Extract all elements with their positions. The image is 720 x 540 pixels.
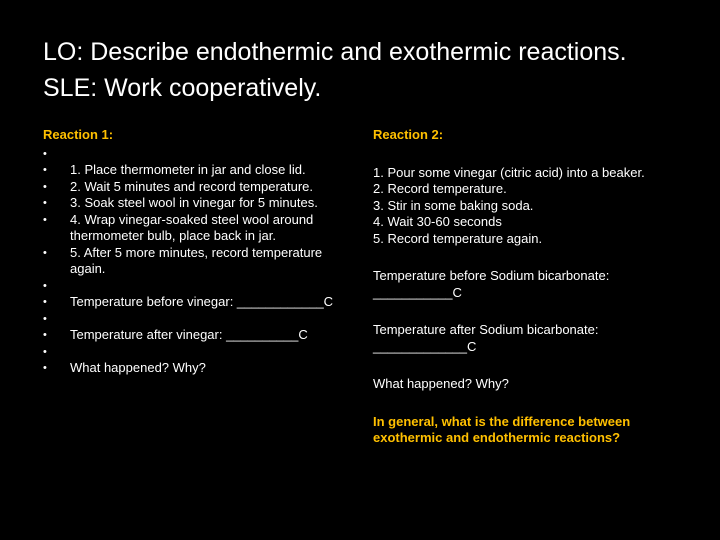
success-criteria: SLE: Work cooperatively. [43, 74, 322, 102]
list-item [43, 327, 348, 344]
step-text: 4. Wrap vinegar-soaked steel wool around thermometer bulb, place back in jar. [70, 211, 314, 243]
slide-title [43, 34, 703, 106]
learning-objective: LO: Describe endothermic and exothermic reactions. [43, 38, 627, 66]
bullet-icon: • [43, 345, 47, 358]
temperature-before-bicarbonate: Temperature before Sodium bicarbonate: ___________C [373, 268, 610, 300]
bullet-icon: • [43, 296, 47, 308]
temperature-before-vinegar: Temperature before vinegar: ____________C [70, 294, 334, 309]
reaction-1-list [43, 146, 348, 377]
list-item [43, 344, 348, 361]
list-item [43, 212, 348, 245]
list-item [43, 146, 348, 163]
reaction-2-heading: Reaction 2: [373, 127, 444, 142]
list-item [43, 245, 348, 278]
step-text: 5. After 5 more minutes, record temperature again. [70, 244, 323, 276]
list-item [43, 311, 348, 328]
bullet-icon: • [43, 312, 47, 325]
step-text: 3. Soak steel wool in vinegar for 5 minutes. [70, 195, 318, 210]
bullet-icon: • [43, 362, 47, 374]
list-item [43, 294, 348, 311]
bullet-icon: • [43, 279, 47, 292]
reaction-1-column [43, 127, 348, 377]
step-text: 5. Record temperature again. [373, 230, 543, 246]
list-item [43, 179, 348, 196]
bullet-icon: • [43, 197, 47, 209]
step-text: 4. Wait 30-60 seconds [373, 214, 502, 229]
bullet-icon: • [43, 164, 47, 176]
step-text: 2. Wait 5 minutes and record temperature. [70, 178, 314, 194]
list-item [43, 162, 348, 179]
step-text: 1. Pour some vinegar (citric acid) into a beaker. [373, 164, 645, 180]
bullet-icon: • [43, 329, 47, 341]
temperature-after-vinegar: Temperature after vinegar: __________C [70, 327, 308, 342]
bullet-icon: • [43, 246, 47, 259]
temperature-after-bicarbonate: Temperature after Sodium bicarbonate: _____________C [373, 322, 599, 354]
reaction-2-steps [373, 165, 663, 248]
step-text: 2. Record temperature. [373, 181, 507, 196]
bullet-icon: • [43, 180, 47, 193]
list-item [43, 278, 348, 295]
reaction-1-heading: Reaction 1: [43, 127, 114, 142]
reaction-2-question: What happened? Why? [373, 376, 509, 391]
list-item [43, 360, 348, 377]
reaction-2-column [373, 127, 663, 447]
step-text: 1. Place thermometer in jar and close lid. [70, 162, 306, 177]
general-question: In general, what is the difference between exothermic and endothermic reactions? [373, 413, 631, 445]
bullet-icon: • [43, 147, 47, 160]
bullet-icon: • [43, 213, 47, 226]
step-text: 3. Stir in some baking soda. [373, 197, 534, 213]
list-item [43, 195, 348, 212]
reaction-1-question: What happened? Why? [70, 360, 206, 375]
